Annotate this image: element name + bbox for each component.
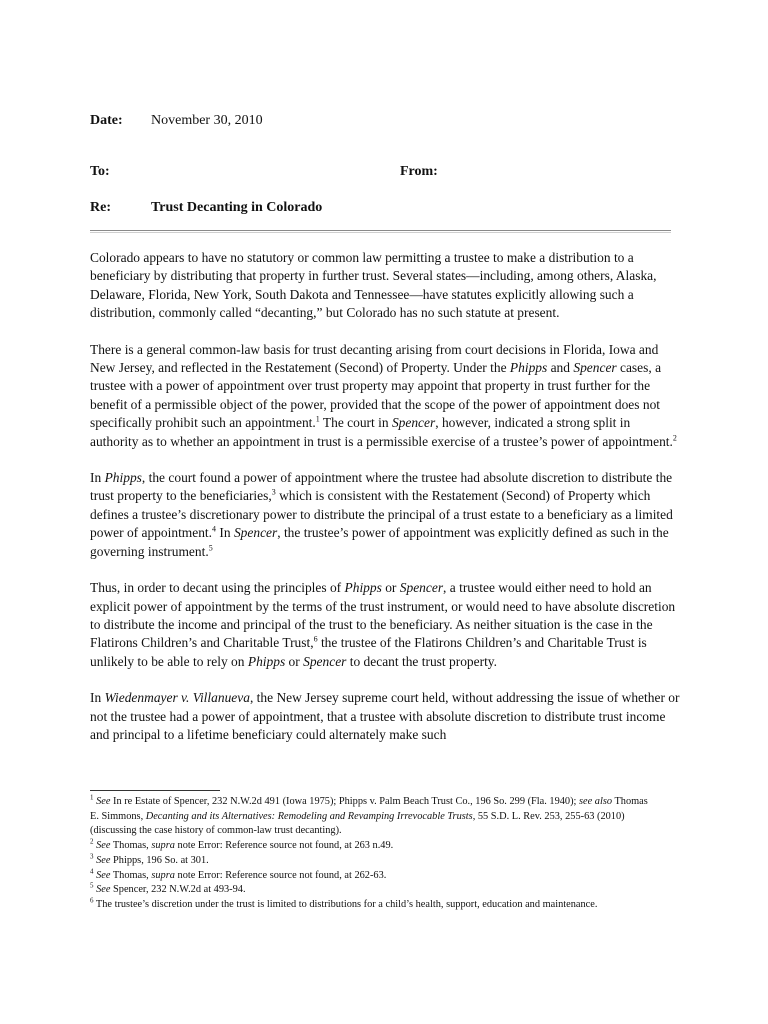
paragraph-3: In Phipps, the court found a power of appointment where the trustee had absolute discretion to distribute the trust property to the beneficiaries,$^3$ which is consistent with the Restatement (Second) of Property which defines a trustee’s discretionary power to distribute the principal of a trust estate to a beneficiary as a limited power of appointment.$^4$ In Spencer, the trustee’s power of appointment was explicitly defined as such in the governing instrument.$^5$: [90, 470, 673, 559]
paragraph-4: Thus, in order to decant using the principles of Phipps or Spencer, a trustee would either need to hold an explicit power of appointment by the terms of the trust instrument, or would need to have absolute discretion to distribute the income and principal of the trust to the beneficiary. As neither situation is the case in the Flatirons Children’s and Charitable Trust,$^6$ the trustee of the Flatirons Children’s and Charitable Trust is unlikely to be able to rely on Phipps or Spencer to decant the trust property.: [90, 580, 676, 669]
date-value: November 30, 2010: [151, 113, 263, 128]
footnote-ref-6[interactable]: 6: [313, 634, 318, 644]
footnote-ref-2[interactable]: 2: [672, 433, 677, 443]
footnote-1: $^1$ See In re Estate of Spencer, 232 N.W.2d 491 (Iowa 1975); Phipps v. Palm Beach Trust Co., 196 So. 299 (Fla. 1940); see also Thomas E. Simmons, Decanting and its Alternatives: Remodeling and Revamping Irrevocable Trusts, 55 S.D. L. Rev. 253, 255-63 (2010) (discussing the case history of common-law trust decanting).: [90, 793, 648, 837]
re-label: Re:: [90, 200, 111, 215]
date-label: Date:: [90, 113, 123, 128]
paragraph-5: In Wiedenmayer v. Villanueva, the New Jersey supreme court held, without addressing the issue of whether or not the trustee had a power of appointment, that a trustee with absolute discretion to distribute trust income and principal to a lifetime beneficiary could alternately make such: [90, 690, 680, 742]
footnote-5: $^5$ See Spencer, 232 N.W.2d at 493-94.: [90, 881, 246, 896]
footnote-ref-5[interactable]: 5: [208, 543, 213, 553]
footnote-4: $^4$ See Thomas, supra note Error: Reference source not found, at 262-63.: [90, 867, 387, 881]
footnotes: [90, 795, 650, 913]
footnote-ref-3[interactable]: 3: [271, 487, 276, 497]
from-label: From:: [400, 164, 438, 179]
footnote-separator: [90, 790, 220, 791]
to-label: To:: [90, 164, 110, 179]
memo-body: [90, 249, 680, 762]
header-divider: [90, 230, 671, 233]
footnote-3: $^3$ See Phipps, 196 So. at 301.: [90, 852, 209, 866]
footnote-ref-1[interactable]: 1: [315, 414, 320, 424]
paragraph-2: There is a general common-law basis for trust decanting arising from court decisions in Florida, Iowa and New Jersey, and reflected in the Restatement (Second) of Property. Under the Phipps and Spencer cases, a trustee with a power of appointment over trust property may appoint that property in trust further for the benefit of a permissible object of the power, provided that the scope of the power of appointment does not specifically prohibit such an appointment.$^1$ The court in Spencer, however, indicated a strong split in authority as to whether an appointment in trust is a permissible exercise of a trustee’s power of appointment.$^2$: [90, 341, 677, 449]
footnote-2: $^2$ See Thomas, supra note Error: Reference source not found, at 263 n.49.: [90, 837, 394, 852]
footnote-ref-4[interactable]: 4: [212, 524, 217, 534]
footnote-6: $^6$ The trustee’s discretion under the trust is limited to distributions for a child’s health, support, education and maintenance.: [90, 896, 598, 910]
re-subject: Trust Decanting in Colorado: [151, 200, 323, 215]
paragraph-1: Colorado appears to have no statutory or common law permitting a trustee to make a distribution to a beneficiary by distributing that property in further trust. Several states—including, among others, Alaska, Delaware, Florida, New York, South Dakota and Tennessee—have statutes explicitly allowing such a distribution, commonly called “decanting,” but Colorado has no such statute at present.: [90, 250, 657, 321]
